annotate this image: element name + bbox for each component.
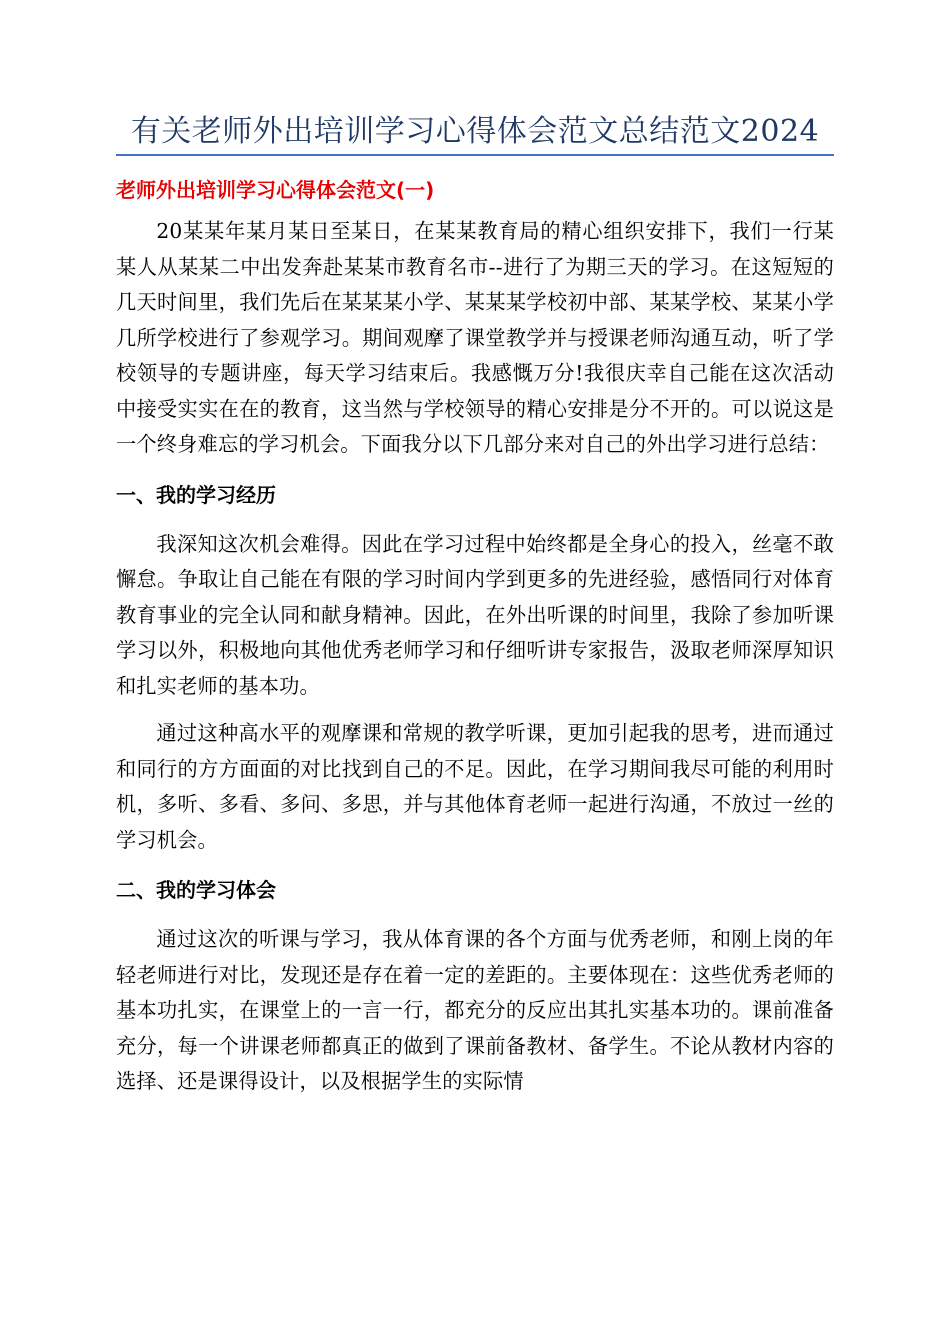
section-heading-insights: 二、我的学习体会 [116,878,276,902]
document-title: 有关老师外出培训学习心得体会范文总结范文2024 [130,114,820,149]
article-subtitle: 老师外出培训学习心得体会范文(一) [116,178,435,202]
paragraph: 通过这种高水平的观摩课和常规的教学听课，更加引起我的思考，进而通过和同行的方方面面的对比找到自己的不足。因此，在学习期间我尽可能的利用时机，多听、多看、多问、多思，并与其他体育老师一起进行沟通，不放过一丝的学习机会。 [116,721,834,852]
paragraph: 通过这次的听课与学习，我从体育课的各个方面与优秀老师，和刚上岗的年轻老师进行对比，发现还是存在着一定的差距的。主要体现在：这些优秀老师的基本功扎实，在课堂上的一言一行，都充分的反应出其扎实基本功的。课前准备充分，每一个讲课老师都真正的做到了课前备教材、备学生。不论从教材内容的选择、还是课得设计，以及根据学生的实际情 [116,927,834,1093]
paragraph: 20某某年某月某日至某日，在某某教育局的精心组织安排下，我们一行某某人从某某二中出发奔赴某某市教育名市--进行了为期三天的学习。在这短短的几天时间里，我们先后在某某某小学、某某某学校初中部、某某学校、某某小学几所学校进行了参观学习。期间观摩了课堂教学并与授课老师沟通互动，听了学校领导的专题讲座，每天学习结束后。我感慨万分!我很庆幸自己能在这次活动中接受实实在在的教育，这当然与学校领导的精心安排是分不开的。可以说这是一个终身难忘的学习机会。下面我分以下几部分来对自己的外出学习进行总结： [116,219,834,456]
section-heading-experience: 一、我的学习经历 [116,482,276,507]
paragraph: 我深知这次机会难得。因此在学习过程中始终都是全身心的投入，丝毫不敢懈怠。争取让自己能在有限的学习时间内学到更多的先进经验，感悟同行对体育教育事业的完全认同和献身精神。因此，在外出听课的时间里，我除了参加听课学习以外，积极地向其他优秀老师学习和仔细听讲专家报告，汲取老师深厚知识和扎实老师的基本功。 [116,531,834,698]
title-underline [116,154,834,156]
document-body [116,170,834,1112]
